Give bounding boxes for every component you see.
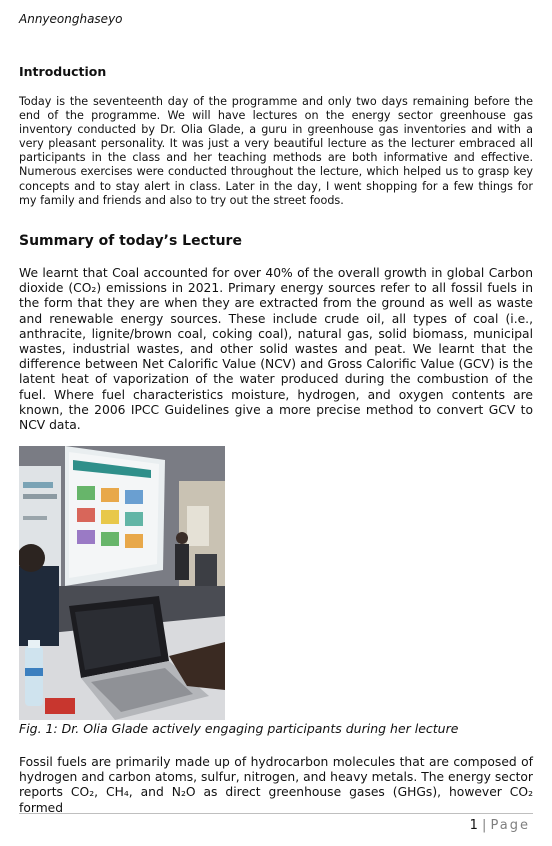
introduction-heading: Introduction: [19, 64, 107, 79]
summary-paragraph: We learnt that Coal accounted for over 40% of the overall growth in global Carbon dioxide (CO₂) emissions in 2021. Primary energy sources refer to all fossil fuels in the form that they are when they are extracted from the ground as well as waste and renewable energy sources. These include crude oil, all types of coal (i.e., anthracite, lignite/brown coal, coking coal), natural gas, solid biomass, municipal wastes, industrial wastes, and other solid wastes and peat. We learnt that the difference between Net Calorific Value (NCV) and Gross Calorific Value (GCV) is the latent heat of vaporization of the water produced during the combustion of the fuel. Where fuel characteristics moisture, hydrogen, and oxygen contents are known, the 2006 IPCC Guidelines give a more precise method to convert GCV to NCV data.: [19, 266, 533, 433]
fossil-fuels-paragraph: Fossil fuels are primarily made up of hydrocarbon molecules that are composed of hydrogen and carbon atoms, sulfur, nitrogen, and heavy metals. The energy sector reports CO₂, CH₄, and N₂O as direct greenhouse gases (GHGs), however CO₂ formed: [19, 755, 533, 815]
page-footer: [470, 818, 530, 833]
page-number: 1: [469, 818, 478, 833]
figure-caption: Fig. 1: Dr. Olia Glade actively engaging participants during her lecture: [19, 721, 459, 736]
lecture-photo-illustration: [19, 446, 225, 720]
lecture-photo: [19, 446, 225, 720]
page-header: Annyeonghaseyo: [19, 12, 123, 26]
summary-heading: Summary of today’s Lecture: [19, 233, 242, 249]
introduction-paragraph: Today is the seventeenth day of the programme and only two days remaining before the end of the programme. We will have lectures on the energy sector greenhouse gas inventory conducted by Dr. Olia Glade, a guru in greenhouse gas inventories and with a very pleasant personality. It was just a very beautiful lecture as the lecturer embraced all participants in the class and her teaching methods are both informative and effective. Numerous exercises were conducted throughout the lecture, which helped us to grasp key concepts and to stay alert in class. Later in the day, I went shopping for a few things for my family and friends and also to try out the street foods.: [19, 95, 533, 207]
footer-divider: [19, 813, 533, 814]
footer-separator: |: [481, 818, 487, 833]
page-label: Page: [490, 818, 530, 833]
